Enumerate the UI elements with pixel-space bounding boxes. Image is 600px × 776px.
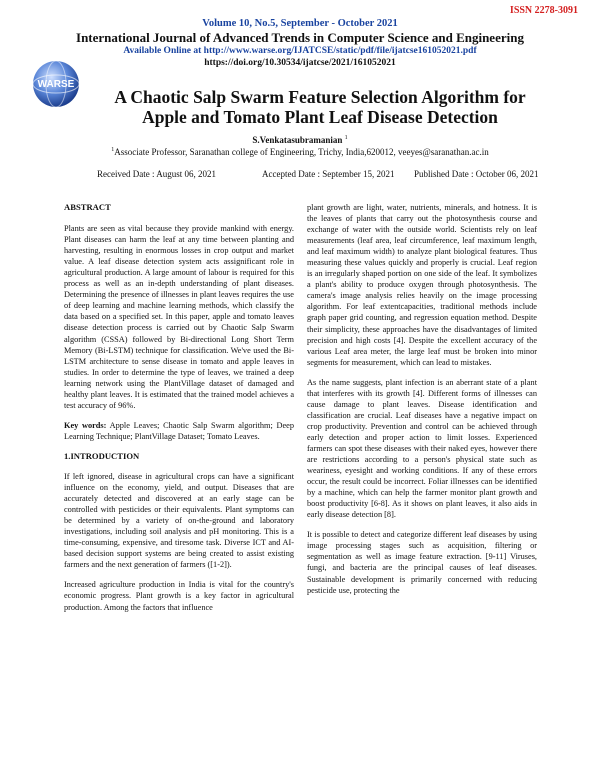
- volume-line: Volume 10, No.5, September - October 2021: [202, 18, 398, 29]
- author-sup: 1: [344, 135, 348, 141]
- logo-text: WARSE: [37, 79, 75, 90]
- keywords-label: Key words:: [64, 420, 107, 430]
- abstract-text: Plants are seen as vital because they provide mankind with energy. Plant diseases can harm the leaf at any time between planting and harvesting, resulting in enormous losses in crop output and market value. A leaf disease detection system acts assignificant role in agricultural production. A large amount of labour is required for this process as well as an in-depth understanding of plant diseases. Determining the presence of illnesses in plant leaves requires the use of deep learning and machine learning methods, which classify the data based on a specified set. In this paper, apple and tomato leaves disease detection process is carried out by Chaotic Salp Swarm algorithm (CSSA) followed by Bi-directional Long Short Term Memory (Bi-LSTM) technique for classification. We've used the Bi-LSTM architecture to sense disease in tomato and apple leaves in studies. In order to determine the type of leaves, we trained a deep learning network using the PlantVillage dataset of damaged and healthy plant leaves. It is estimated that the trained model achieves a test accuracy of 96%.: [64, 224, 294, 410]
- affiliation-sup: 1: [111, 147, 115, 153]
- received-date: Received Date : August 06, 2021: [97, 169, 216, 179]
- right-paragraph-2: As the name suggests, plant infection is an aberrant state of a plant that interferes with its growth [4]. Different forms of illnesses can cause damage to plant leaves. Disease identification and classification are crucial. Leaf diseases have a negative impact on crop productivity. Prevention and control can be achieved through early detection and proper action to limit losses. Experienced farmers can spot these diseases with their naked eyes, however there are restrictions according to a person's physical state such as weariness, eyesight and working conditions. If any of these errors occur, the result could be incorrect. Foliar illnesses can be identified by a machine, which can help the farmer monitor plant growth and boost productivity [6-8]. As it shows on plant leaves, it also aids in early disease detection [8].: [307, 377, 537, 520]
- published-date: Published Date : October 06, 2021: [414, 169, 539, 179]
- right-column: [307, 202, 537, 605]
- accepted-date: Accepted Date : September 15, 2021: [262, 169, 395, 179]
- intro-paragraph-2: Increased agriculture production in India is vital for the country's economic progress. Plant growth is a key factor in agricultural production. Among the factors that influence: [64, 580, 294, 612]
- introduction-heading: 1.INTRODUCTION: [64, 450, 140, 461]
- right-paragraph-1: plant growth are light, water, nutrients, minerals, and hotness. It is the leaves of plants that carry out the photosynthesis course and exchange of water with the outside world. Scientists rely on leaf measurements (leaf area, leaf circumference, leaf maximum length, and leaf maximum width) to analyze plant biological features. Thus measuring these values quickly and properly is crucial. Leaf region is an irregularly shaped portion on one side of the leaf. It symbolizes a plant's ability to produce oxygen through photosynthesis. The camera's image analysis relies heavily on the image processing algorithm. For leaf extentcapacities, traditional methods include graph paper grid counting, and regression equation method. Despite their simplicity, these approaches have the disadvantages of limited precision and high costs [4]. Despite the excellent accuracy of the various Leaf area meter, the large leaf must be broken into minor segments for measurement, which can lead to mistakes.: [307, 203, 537, 367]
- title-line-2: Apple and Tomato Plant Leaf Disease Detection: [142, 107, 498, 127]
- keywords-text: Apple Leaves; Chaotic Salp Swarm algorithm; Deep Learning Technique; PlantVillage Dataset; Tomato Leaves.: [64, 420, 294, 441]
- intro-paragraph-1: If left ignored, disease in agricultural crops can have a significant influence on the economy, yield, and output. Diseases that are accurately detected and discovered at an early stage can be controlled with pesticides or their equivalents. Plant symptoms can be determined by a variety of on-the-ground and laboratory investigations, including soil analysis and pH monitoring. This is a time-consuming, expensive, and tiresome task. Diverse ICT and AI-based decision support systems are being created to assist existing farmers and the next generation of farmers ([1-2]).: [64, 471, 294, 570]
- doi-link[interactable]: https://doi.org/10.30534/ijatcse/2021/161052021: [204, 58, 396, 68]
- author: [0, 135, 600, 145]
- journal-name: International Journal of Advanced Trends in Computer Science and Engineering: [76, 30, 524, 45]
- abstract-heading: ABSTRACT: [64, 202, 111, 212]
- affiliation-text: Associate Professor, Saranathan college of Engineering, Trichy, India,620012, veeyes@saranathan.ac.in: [114, 147, 489, 157]
- keywords: [64, 420, 294, 442]
- left-column: [64, 202, 294, 622]
- available-online-link[interactable]: Available Online at http://www.warse.org/IJATCSE/static/pdf/file/ijatcse161052021.pdf: [123, 46, 477, 56]
- author-name: S.Venkatasubramanian: [252, 135, 343, 145]
- affiliation: [0, 147, 600, 157]
- paper-title: [70, 87, 570, 127]
- issn: ISSN 2278-3091: [509, 5, 578, 16]
- right-paragraph-3: It is possible to detect and categorize different leaf diseases by using image processing stages such as acquisition, filtering or segmentation as well as image feature extraction. [9-11] Viruses, fungi, and bacteria are the principal causes of leaf diseases. Sustainable development is primarily concerned with reducing pesticide use, protecting the: [307, 530, 537, 595]
- title-line-1: A Chaotic Salp Swarm Feature Selection Algorithm for: [114, 87, 526, 107]
